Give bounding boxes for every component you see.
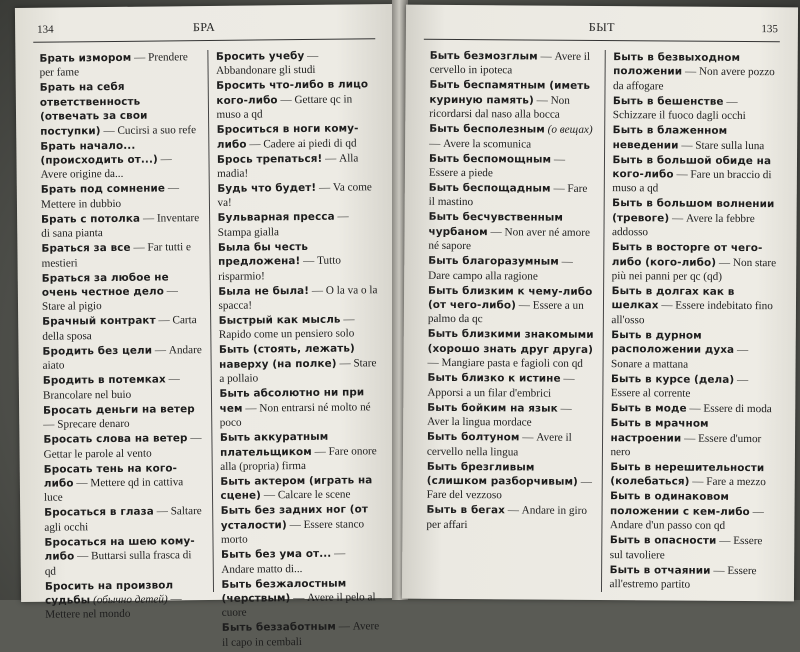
entry-italian: Avere il pelo al cuore [221,591,376,620]
dictionary-entry [220,473,380,503]
entry-italian: Avere la febbre addosso [611,212,755,239]
entry-russian: Быть беспощадным [428,181,551,195]
dictionary-entry [217,180,377,210]
entry-dash: — [74,550,92,563]
left-column-1 [33,50,210,622]
entry-dash: — [100,124,118,137]
entry-dash: — [304,49,319,62]
entry-russian: Бросаться на шею кому-либо [44,534,195,563]
entry-russian: Быть в мрачном настроении [610,417,709,445]
dictionary-entry [221,503,381,548]
entry-italian: Sprecare denaro [57,417,130,431]
entry-italian: Mettere nel mondo [45,608,131,622]
entry-dash: — [710,564,728,577]
entry-russian: Брать начало... (происходить от...) [40,139,158,167]
entry-dash: — [577,475,592,488]
entry-italian: Non stare più nei panni per qc (qd) [611,256,777,283]
entry-italian: Andare aiato [42,343,202,373]
dictionary-entry [610,460,777,490]
entry-dash: — [557,402,572,415]
entry-russian: Бросить на произвол судьбы [44,578,174,607]
dictionary-entry [430,49,597,79]
entry-dash: — [336,357,354,370]
entry-russian: Бросить учебу [215,49,305,63]
entry-note: (о вещах) [547,123,593,137]
entry-russian: Бросать слова на ветер [43,432,188,446]
dictionary-entry [426,503,593,533]
entry-italian: Avere origine da... [40,168,124,182]
entry-russian: Быть в одинаковом положении с кем-либо [610,490,750,518]
dictionary-entry [42,314,202,344]
dictionary-entry [427,459,594,503]
entry-dash: — [734,344,749,357]
entry-russian: Быть безмозглым [429,49,538,63]
dictionary-entry [217,121,377,151]
entry-russian: Быть в блаженном неведении [612,124,728,152]
dictionary-entry [612,240,779,284]
entry-russian: Бродить в потемках [42,373,166,388]
entry-dash: — [716,256,733,269]
right-columns [420,49,786,594]
entry-italian: Sonare a mattana [611,357,689,371]
entry-russian: Быть в бешенстве [612,94,724,108]
dictionary-entry [43,372,203,402]
entry-italian: Non aver né amore né sapore [428,226,590,253]
dictionary-entry [612,197,779,241]
entry-italian: Non entrarsi né molto né poco [219,400,371,429]
dictionary-entry [43,431,203,461]
entry-italian: Essere al corrente [610,387,691,400]
entry-russian: Быть беспомощным [428,152,552,166]
entry-dash: — [322,152,340,165]
entry-russian: Быть (стоять, лежать) наверху (на полке) [218,342,355,371]
entry-italian: Avere il cervello in ipoteca [429,50,591,77]
entry-dash: — [187,432,202,445]
entry-dash: — [487,226,505,239]
right-head-rule [424,39,780,42]
entry-italian: Abbandonare gli studi [216,64,316,78]
entry-italian: Cucirsi a suo refe [117,123,197,137]
entry-dash: — [167,593,182,606]
right-running-head [426,19,778,39]
dictionary-entry [41,240,201,270]
entry-italian: Va come va! [217,181,372,210]
dictionary-entry [42,343,202,373]
entry-dash: — [551,153,566,166]
entry-russian: Была бы честь предложена! [217,240,309,269]
entry-russian: Быть без задних ног (от усталости) [220,503,369,532]
entry-dash: — [533,94,551,107]
entry-italian: Essere d'umor nero [610,432,762,459]
entry-russian: Быть в большом волнении (тревоге) [612,197,775,225]
left-page-number: 134 [37,23,54,36]
entry-dash: — [686,402,704,415]
left-page [15,4,399,649]
dictionary-entry [216,78,376,123]
entry-italian: Essere sul tavoliere [609,535,763,561]
entry-russian: Брать с потолка [41,212,141,226]
dictionary-entry [219,385,379,430]
dictionary-entry [221,546,381,576]
entry-italian: Andare d'un passo con qd [609,519,726,533]
dictionary-entry [217,151,377,181]
entry-russian: Браться за все [41,242,131,255]
dictionary-entry [613,123,780,153]
entry-italian: Fare del vezzoso [426,489,502,502]
dictionary-entry [613,50,780,94]
dictionary-entry [218,239,378,284]
entry-russian: Бульварная пресса [217,211,335,225]
entry-dash: — [246,138,264,151]
entry-russian: Будь что будет! [217,181,317,195]
entry-dash: — [749,505,764,518]
entry-russian: Быть абсолютно ни при чем [219,386,365,415]
entry-dash: — [558,255,573,269]
entry-dash: — [152,344,169,357]
dictionary-entry [609,563,776,593]
entry-dash: — [277,93,295,107]
entry-italian: Fare un braccio di muso a qd [612,168,772,195]
entry-dash: — [260,489,278,502]
entry-russian: Быть благоразумным [428,255,559,268]
entry-dash: — [290,591,308,605]
entry-italian: Fare il mastino [428,182,588,209]
dictionary-entry [428,283,595,327]
entry-russian: Быть в бегах [426,504,505,517]
right-page-number: 135 [761,23,778,36]
entry-italian: Mettere qd in cattiva luce [43,476,184,505]
entry-russian: Быть брезгливым (слишком разборчивым) [426,460,578,488]
entry-italian: Essere indebitato fino all'osso [611,299,773,327]
entry-italian: Rapido come un pensiero solo [218,327,355,342]
dictionary-entry [216,48,376,78]
dictionary-entry [610,489,777,533]
entry-russian: Быть без ума от... [221,547,332,561]
entry-russian: Быть в курсе (дела) [610,372,735,386]
entry-italian: Essere stanco morto [220,518,365,546]
entry-russian: Быть безжалостным (черствым) [221,577,347,605]
entry-dash: — [673,168,691,181]
right-page [402,5,798,602]
entry-italian: Prendere per fame [39,51,188,80]
entry-italian: Essere all'estremo partito [609,564,757,591]
entry-italian: Essere di moda [703,402,772,416]
entry-dash: — [242,402,260,415]
entry-italian: Calcare le scene [277,488,351,502]
entry-italian: Gettar le parole al vento [43,447,152,461]
entry-russian: Быть актером (играть на сцене) [220,474,373,503]
dictionary-entry [611,284,778,328]
entry-dash: — [669,212,687,225]
entry-dash: — [682,65,700,79]
entry-russian: Быть бесполезным [429,123,545,136]
left-head-word: БРА [192,19,216,35]
entry-russian: Быть в отчаянии [609,563,711,577]
entry-italian: Essere a un palmo da qc [427,299,584,326]
entry-italian: Stare a pollaio [219,357,377,386]
entry-russian: Бросаться в глаза [44,505,154,520]
entry-italian: Mettere in dubbio [40,197,122,211]
entry-dash: — [537,50,555,63]
dictionary-entry [43,402,203,432]
entry-dash: — [311,445,329,458]
entry-italian: Fare onore alla (propria) firma [220,444,377,473]
entry-dash: — [335,620,353,634]
dictionary-entry [427,430,594,460]
dictionary-entry [40,138,200,183]
entry-note: (обычно детей) [92,593,168,607]
entry-russian: Быстрый как мысль [218,313,341,327]
entry-dash: — [515,299,533,312]
entry-russian: Была не была! [218,284,310,298]
entry-dash: — [43,418,58,431]
dictionary-entry [429,181,596,211]
entry-dash: — [157,153,172,166]
dictionary-entry [39,50,199,80]
dictionary-entry [44,534,204,579]
dictionary-entry [428,327,595,371]
entry-italian: Aver la lingua mordace [427,415,532,429]
entry-dash: — [300,255,318,268]
entry-italian: Non ricordarsi dal naso alla bocca [429,94,570,121]
dictionary-entry [41,211,201,241]
dictionary-entry [611,372,778,402]
entry-dash: — [334,210,349,224]
entry-italian: Carta della sposa [42,314,197,343]
dictionary-entry [222,620,382,650]
dictionary-entry [610,416,777,460]
entry-russian: Броситься в ноги кому-либо [216,122,359,151]
entry-dash: — [140,212,157,225]
dictionary-entry [429,78,596,122]
entry-italian: Schizzare il fuoco dagli occhi [612,109,746,123]
entry-italian: Mangiare pasta e fagioli con qd [441,357,583,371]
entry-russian: Быть в большой обиде на кого-либо [612,153,772,181]
dictionary-entry [427,371,594,401]
entry-dash: — [130,241,148,255]
entry-dash: — [658,299,676,312]
entry-dash: — [681,432,699,445]
dictionary-entry [611,401,778,417]
right-column-1 [420,49,602,592]
entry-russian: Быть болтуном [427,430,520,444]
dictionary-entry [429,122,596,152]
entry-russian: Брось трепаться! [216,152,323,166]
dictionary-entry [221,576,381,621]
entry-italian: Saltare agli occhi [44,505,202,534]
entry-russian: Бродить без цели [42,344,153,358]
entry-italian: Dare campo alla ragione [428,269,538,283]
entry-dash: — [716,534,734,548]
entry-dash: — [550,182,568,195]
entry-russian: Брать на себя ответственность (отвечать за свои поступки) [39,81,148,138]
entry-italian: Stampa gialla [217,226,280,239]
dictionary-entry [45,578,205,623]
entry-italian: Far tutti e mestieri [41,241,192,270]
entry-italian: Alla madia! [217,152,359,180]
dictionary-entry [44,461,204,506]
entry-italian: Stare sulla luna [695,139,765,152]
entry-dash: — [131,51,149,64]
entry-russian: Брачный контракт [42,315,156,329]
entry-russian: Быть в опасности [609,534,717,547]
entry-russian: Быть в безвыходном положении [613,51,741,78]
entry-russian: Брать под сомнение [40,182,166,197]
dictionary-entry [612,153,779,197]
dictionary-entry [428,210,595,254]
entry-dash: — [165,373,180,386]
entry-russian: Быть близко к истине [427,372,561,386]
entry-russian: Быть в восторге от чего-либо (кого-либо) [611,241,763,269]
dictionary-entry [611,328,778,372]
entry-italian: Tutto risparmio! [218,254,342,283]
entry-italian: Cadere ai piedi di qd [263,137,357,151]
entry-russian: Быть в дурном расположении духа [611,328,735,357]
entry-dash: — [164,182,180,195]
entry-dash: — [309,284,326,297]
entry-russian: Быть бойким на язык [427,401,558,415]
entry-dash: — [678,139,696,152]
entry-italian: Gettare qc in muso a qd [216,93,353,122]
entry-dash: — [560,373,575,386]
dictionary-entry [42,270,202,315]
entry-dash: — [689,475,707,489]
entry-dash: — [153,505,171,518]
entry-italian: Avere la scomunica [443,137,532,151]
entry-italian: Apporsi a un filar d'embrici [427,386,552,400]
dictionary-entry [219,342,379,387]
entry-dash: — [73,477,91,490]
entry-dash: — [155,314,173,328]
entry-russian: Быть бесчувственным чурбаном [428,211,564,239]
entry-russian: Бросить что-либо в лицо кого-либо [216,78,369,107]
left-columns [33,48,387,649]
entry-russian: Браться за любое не очень честное дело [41,271,169,299]
dictionary-entry [219,312,379,342]
left-running-head [35,18,373,40]
entry-dash: — [429,137,444,150]
entry-russian: Быть близкими знакомыми (хорошо знать друг друга) [427,328,594,356]
entry-italian: Fare a mezzo [706,476,766,489]
dictionary-entry [218,210,378,240]
entry-italian: Avere il cervello nella lingua [426,431,572,458]
entry-russian: Быть в моде [610,402,687,415]
entry-dash: — [723,95,738,108]
dictionary-entry [428,254,595,284]
entry-dash: — [286,518,304,531]
entry-russian: Быть в долгах как в шелках [611,285,735,312]
entry-dash: — [316,181,334,194]
entry-italian: Andare in giro per affari [426,504,587,531]
dictionary-entry [41,182,201,212]
right-column-2 [603,50,785,593]
entry-italian: Buttarsi sulla frasca di qd [44,549,192,578]
entry-dash: — [163,285,178,298]
entry-russian: Быть аккуратным плательщиком [219,430,329,459]
entry-italian: Avere il capo in cembali [221,620,380,649]
entry-italian: O la va o la spacca! [218,283,378,312]
dictionary-entry [44,504,204,534]
entry-russian: Бросать деньги на ветер [43,402,195,417]
dictionary-entry [610,533,777,563]
entry-dash: — [427,357,442,370]
entry-russian: Быть беспамятным (иметь куриную память) [429,79,591,107]
dictionary-entry [429,151,596,181]
dictionary-entry [40,79,200,138]
dictionary-entry [220,429,380,474]
entry-russian: Быть в нерешительности (колебаться) [610,460,765,488]
entry-dash: — [519,431,537,444]
entry-italian: Inventare di sana pianta [41,211,200,240]
entry-russian: Бросать тень на кого-либо [43,461,178,490]
dictionary-entry [613,94,780,124]
entry-dash: — [340,313,355,326]
dictionary-entry [218,283,378,313]
entry-russian: Быть близким к чему-либо (от чего-либо) [427,284,593,312]
dictionary-entry [427,400,594,430]
entry-dash: — [734,373,749,386]
entry-italian: Brancolare nel buio [42,388,132,402]
right-head-word: БЫТ [588,19,616,35]
entry-russian: Брать измором [39,51,132,65]
entry-italian: Essere a piede [428,166,493,180]
entry-italian: Stare al pigio [41,300,102,314]
entry-dash: — [331,547,346,560]
left-column-2 [210,48,387,649]
entry-italian: Non avere pozzo da affogare [612,66,775,93]
entry-italian: Andare matto di... [221,562,303,576]
entry-russian: Быть беззаботным [221,621,336,635]
entry-dash: — [504,504,522,517]
